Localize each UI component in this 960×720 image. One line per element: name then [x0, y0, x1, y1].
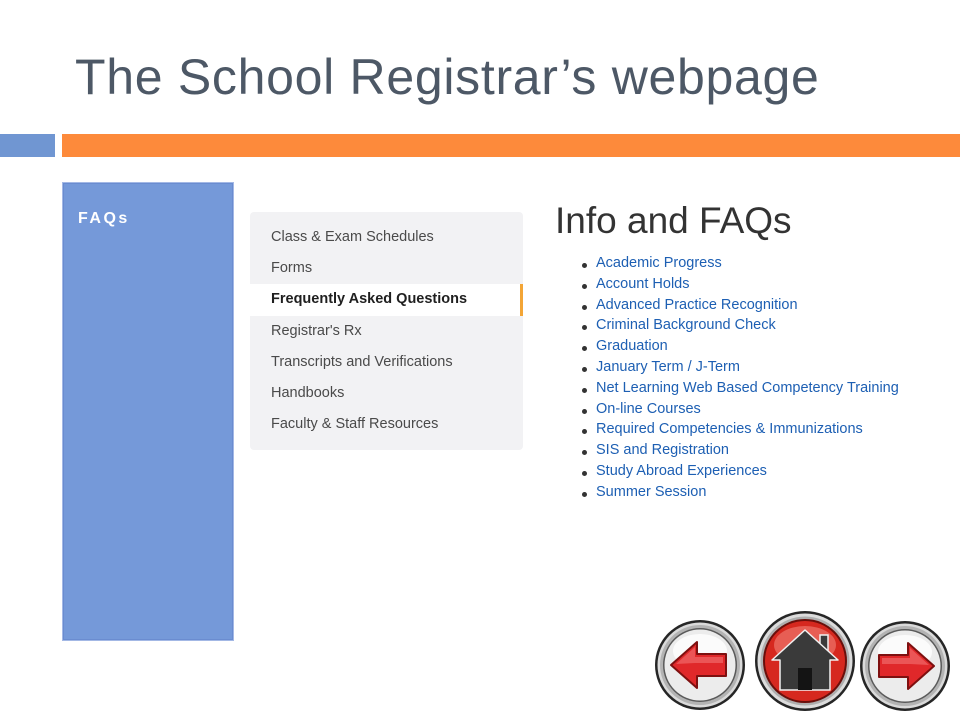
faq-list-item	[578, 482, 899, 503]
bullet-icon	[582, 429, 587, 434]
faq-link-account-holds[interactable]: Account Holds	[596, 275, 690, 292]
faq-link-academic-progress[interactable]: Academic Progress	[596, 255, 722, 271]
accent-bar-orange	[62, 134, 960, 157]
bullet-icon	[582, 388, 587, 393]
faq-link-required-competencies[interactable]: Required Competencies & Immunizations	[596, 421, 863, 438]
side-panel	[62, 182, 234, 641]
sidebar-item-registrars-rx[interactable]: Registrar's Rx	[271, 322, 362, 339]
side-panel-label: FAQs	[78, 210, 130, 227]
sidebar-item-class-exam-schedules[interactable]: Class & Exam Schedules	[271, 229, 434, 245]
faq-link-summer-session[interactable]: Summer Session	[596, 483, 707, 500]
faq-link-net-learning[interactable]: Net Learning Web Based Competency Training	[596, 379, 899, 396]
faq-list-item	[578, 357, 899, 378]
bullet-icon	[582, 409, 587, 414]
faq-list-item	[578, 336, 899, 357]
home-button[interactable]	[754, 610, 856, 712]
faq-list-item	[578, 315, 899, 336]
faq-link-online-courses[interactable]: On-line Courses	[596, 400, 701, 417]
bullet-icon	[582, 346, 587, 351]
faq-list-item	[578, 274, 899, 295]
bullet-icon	[582, 492, 587, 497]
sidebar-item-handbooks[interactable]: Handbooks	[271, 384, 345, 401]
faq-list-item	[578, 461, 899, 482]
sidebar-item-transcripts-verifications[interactable]: Transcripts and Verifications	[271, 353, 453, 370]
forward-button[interactable]	[859, 620, 951, 712]
faq-link-criminal-background-check[interactable]: Criminal Background Check	[596, 317, 776, 334]
faq-list-item	[578, 440, 899, 461]
accent-bar-blue	[0, 134, 55, 157]
faq-list-item	[578, 253, 899, 274]
page-heading: Info and FAQs	[555, 200, 792, 241]
bullet-icon	[582, 284, 587, 289]
faq-link-advanced-practice-recognition[interactable]: Advanced Practice Recognition	[596, 296, 798, 313]
faq-list-item	[578, 295, 899, 316]
faq-list-item	[578, 378, 899, 399]
webpage-screenshot	[250, 195, 920, 515]
slide-title: The School Registrar’s webpage	[75, 49, 820, 105]
faq-link-sis-registration[interactable]: SIS and Registration	[596, 442, 729, 459]
sidebar-item-faq[interactable]: Frequently Asked Questions	[250, 284, 523, 315]
sidebar-item-faculty-staff-resources[interactable]: Faculty & Staff Resources	[271, 416, 439, 433]
faq-link-january-term[interactable]: January Term / J-Term	[596, 358, 740, 375]
bullet-icon	[582, 471, 587, 476]
bullet-icon	[582, 263, 587, 268]
faq-list-item	[578, 399, 899, 420]
faq-link-graduation[interactable]: Graduation	[596, 338, 668, 355]
bullet-icon	[582, 305, 587, 310]
faq-list	[578, 253, 899, 503]
faq-list-item	[578, 419, 899, 440]
back-button[interactable]	[654, 619, 746, 711]
bullet-icon	[582, 325, 587, 330]
bullet-icon	[582, 450, 587, 455]
sidebar-item-forms[interactable]: Forms	[271, 260, 313, 277]
bullet-icon	[582, 367, 587, 372]
faq-link-study-abroad[interactable]: Study Abroad Experiences	[596, 462, 767, 479]
registrar-sidebar-nav	[250, 212, 523, 450]
